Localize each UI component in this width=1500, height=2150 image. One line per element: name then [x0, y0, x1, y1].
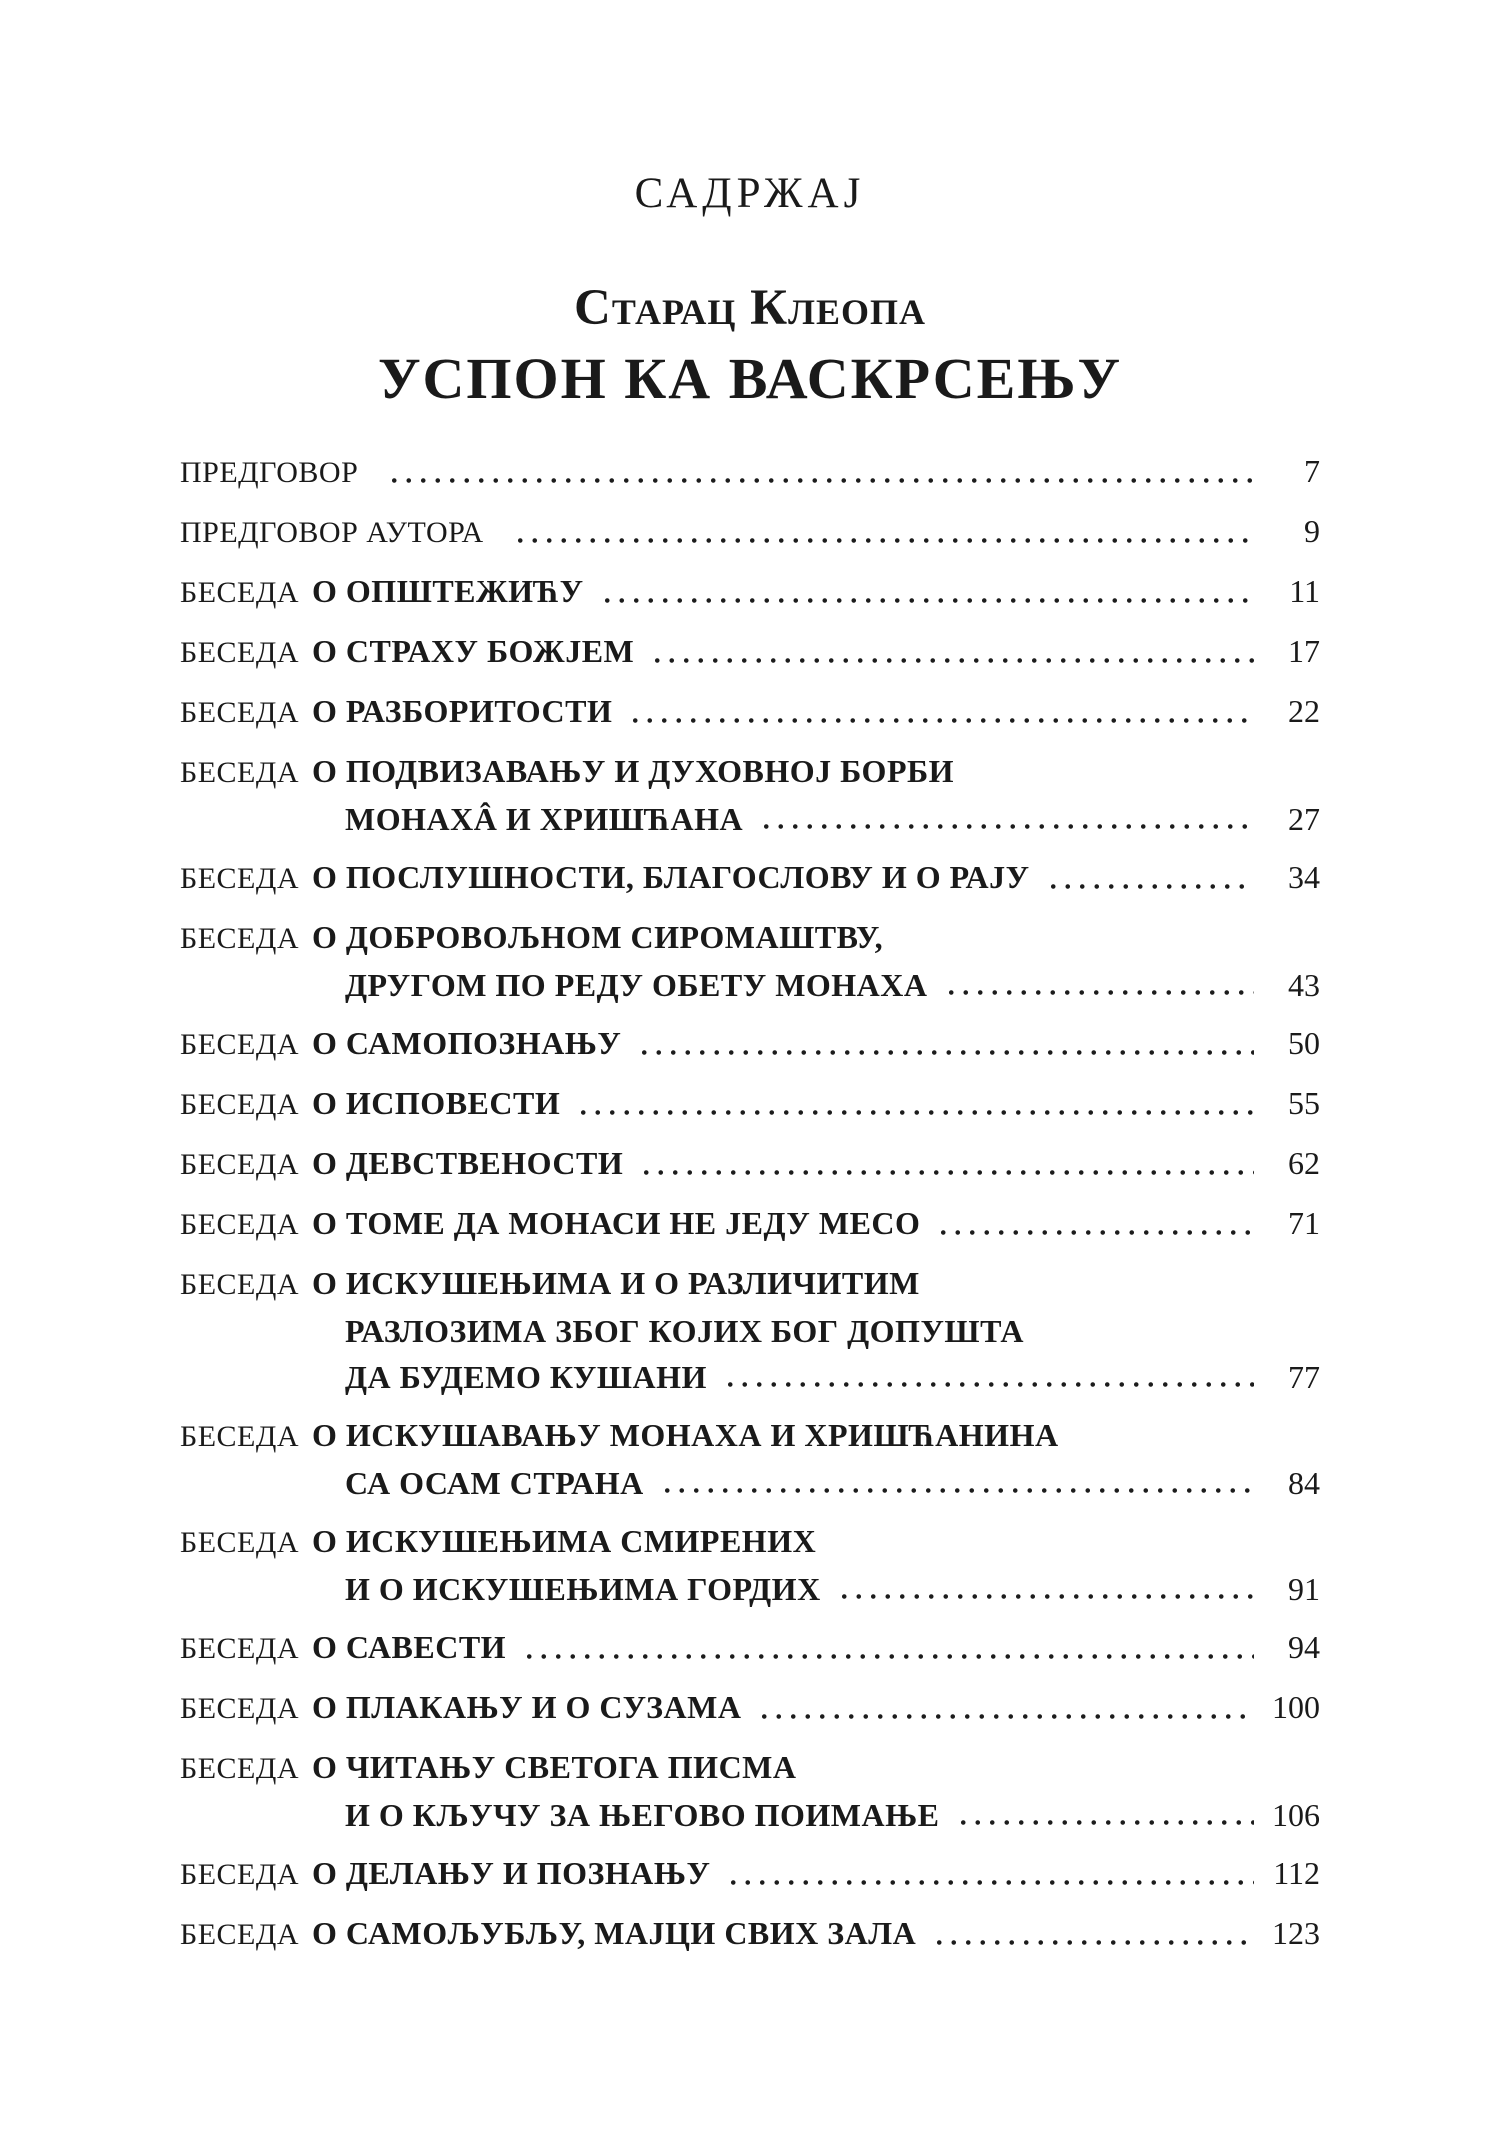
- toc-entry: [180, 748, 1320, 842]
- toc-row: [180, 688, 1320, 736]
- entry-label: БЕСЕДА: [180, 1028, 300, 1061]
- page-number: 106: [1272, 1797, 1320, 1833]
- page-number: 100: [1272, 1689, 1320, 1725]
- entry-label: БЕСЕДА: [180, 922, 300, 955]
- page-number: 9: [1304, 513, 1320, 549]
- page-number: 112: [1273, 1855, 1320, 1891]
- page-number: 84: [1288, 1465, 1320, 1501]
- page-number: 94: [1288, 1629, 1320, 1665]
- entry-title: О ИСПОВЕСТИ: [312, 1085, 561, 1121]
- toc-row: [180, 1308, 1320, 1354]
- entry-title: О ИСКУШАВАЊУ МОНАХА И ХРИШЋАНИНА: [312, 1417, 1059, 1453]
- entry-title: МОНАХÂ И ХРИШЋАНА: [345, 801, 744, 837]
- entry-label: БЕСЕДА: [180, 1632, 300, 1665]
- page-number: 55: [1288, 1085, 1320, 1121]
- entry-label: БЕСЕДА: [180, 1752, 300, 1785]
- entry-title: О ЧИТАЊУ СВЕТОГА ПИСМА: [312, 1749, 797, 1785]
- toc-entry: [180, 628, 1320, 676]
- dot-leader: [721, 1380, 1254, 1389]
- entry-label: БЕСЕДА: [180, 1420, 300, 1453]
- page-number: 50: [1288, 1025, 1320, 1061]
- entry-label: ПРЕДГОВОР: [180, 456, 359, 489]
- dot-leader: [954, 1818, 1254, 1827]
- toc-row: [180, 628, 1320, 676]
- toc-entry: [180, 1080, 1320, 1128]
- entry-title: О ИСКУШЕЊИМА СМИРЕНИХ: [312, 1523, 817, 1559]
- toc-row: [180, 1518, 1320, 1566]
- toc-list: [180, 448, 1320, 1958]
- heading-block: [0, 0, 1500, 411]
- entry-title: О ТОМЕ ДА МОНАСИ НЕ ЈЕДУ МЕСО: [312, 1205, 921, 1241]
- toc-row: [180, 1566, 1320, 1612]
- entry-title: О ДЕЛАЊУ И ПОЗНАЊУ: [312, 1855, 711, 1891]
- entry-label: ПРЕДГОВОР АУТОРА: [180, 516, 484, 549]
- entry-title: О САМОЉУБЉУ, МАЈЦИ СВИХ ЗАЛА: [312, 1915, 917, 1951]
- page-number: 22: [1288, 693, 1320, 729]
- entry-title: О ПЛАКАЊУ И О СУЗАМА: [312, 1689, 742, 1725]
- toc-entry: [180, 914, 1320, 1008]
- dot-leader: [385, 476, 1254, 485]
- dot-leader: [724, 1878, 1254, 1887]
- toc-row: [180, 1460, 1320, 1506]
- page-number: 43: [1288, 967, 1320, 1003]
- dot-leader: [626, 716, 1254, 725]
- page-number: 17: [1288, 633, 1320, 669]
- dot-leader: [835, 1592, 1254, 1601]
- entry-label: БЕСЕДА: [180, 1148, 300, 1181]
- toc-entry: [180, 508, 1320, 556]
- toc-entry: [180, 854, 1320, 902]
- toc-entry: [180, 1624, 1320, 1672]
- entry-title: О ПОДВИЗАВАЊУ И ДУХОВНОЈ БОРБИ: [312, 753, 955, 789]
- page-number: 34: [1288, 859, 1320, 895]
- entry-label: БЕСЕДА: [180, 696, 300, 729]
- toc-row: [180, 1354, 1320, 1400]
- entry-label: БЕСЕДА: [180, 1208, 300, 1241]
- entry-label: БЕСЕДА: [180, 1918, 300, 1951]
- toc-row: [180, 1412, 1320, 1460]
- page-number: 71: [1288, 1205, 1320, 1241]
- entry-label: БЕСЕДА: [180, 1692, 300, 1725]
- dot-leader: [757, 822, 1254, 831]
- dot-leader: [520, 1652, 1254, 1661]
- entry-title: О ДЕВСТВЕНОСТИ: [312, 1145, 624, 1181]
- toc-row: [180, 1080, 1320, 1128]
- entry-label: БЕСЕДА: [180, 1088, 300, 1121]
- page-number: 11: [1289, 573, 1320, 609]
- dot-leader: [1044, 882, 1254, 891]
- entry-title: И О ИСКУШЕЊИМА ГОРДИХ: [345, 1571, 821, 1607]
- entry-title: О ПОСЛУШНОСТИ, БЛАГОСЛОВУ И О РАЈУ: [312, 859, 1030, 895]
- toc-row: [180, 1910, 1320, 1958]
- dot-leader: [934, 1228, 1254, 1237]
- book-author: Старац Клеопа: [574, 280, 926, 336]
- toc-entry: [180, 1200, 1320, 1248]
- dot-leader: [635, 1048, 1254, 1057]
- toc-entry: [180, 448, 1320, 496]
- entry-title: О САМОПОЗНАЊУ: [312, 1025, 622, 1061]
- entry-title: ДРУГОМ ПО РЕДУ ОБЕТУ МОНАХА: [345, 967, 928, 1003]
- entry-title: О ДОБРОВОЉНОМ СИРОМАШТВУ,: [312, 919, 884, 955]
- toc-row: [180, 1020, 1320, 1068]
- dot-leader: [648, 656, 1254, 665]
- toc-entry: [180, 1910, 1320, 1958]
- toc-row: [180, 1684, 1320, 1732]
- toc-row: [180, 796, 1320, 842]
- toc-row: [180, 914, 1320, 962]
- entry-label: БЕСЕДА: [180, 636, 300, 669]
- entry-title: О ОПШТЕЖИЋУ: [312, 573, 584, 609]
- entry-title: О ИСКУШЕЊИМА И О РАЗЛИЧИТИМ: [312, 1265, 920, 1301]
- toc-entry: [180, 688, 1320, 736]
- dot-leader: [942, 988, 1255, 997]
- page-number: 77: [1288, 1359, 1320, 1395]
- entry-title: СА ОСАМ СТРАНА: [345, 1465, 644, 1501]
- entry-title: О САВЕСТИ: [312, 1629, 507, 1665]
- toc-row: [180, 1850, 1320, 1898]
- toc-row: [180, 1140, 1320, 1188]
- dot-leader: [574, 1108, 1254, 1117]
- toc-row: [180, 568, 1320, 616]
- toc-row: [180, 448, 1320, 496]
- toc-entry: [180, 1260, 1320, 1400]
- toc-entry: [180, 1518, 1320, 1612]
- toc-row: [180, 748, 1320, 796]
- entry-title: О СТРАХУ БОЖЈЕМ: [312, 633, 635, 669]
- entry-title: О РАЗБОРИТОСТИ: [312, 693, 613, 729]
- page-title: САДРЖАЈ: [634, 170, 866, 217]
- toc-row: [180, 962, 1320, 1008]
- toc-row: [180, 1200, 1320, 1248]
- entry-title: ДА БУДЕМО КУШАНИ: [345, 1359, 707, 1395]
- entry-title: РАЗЛОЗИМА ЗБОГ КОЈИХ БОГ ДОПУШТА: [345, 1313, 1024, 1349]
- page-number: 27: [1288, 801, 1320, 837]
- entry-label: БЕСЕДА: [180, 1858, 300, 1891]
- entry-label: БЕСЕДА: [180, 1268, 300, 1301]
- page-number: 62: [1288, 1145, 1320, 1181]
- toc-entry: [180, 1744, 1320, 1838]
- toc-entry: [180, 1684, 1320, 1732]
- toc-entry: [180, 1020, 1320, 1068]
- toc-row: [180, 1260, 1320, 1308]
- toc-row: [180, 1624, 1320, 1672]
- toc-entry: [180, 1140, 1320, 1188]
- dot-leader: [658, 1486, 1254, 1495]
- dot-leader: [511, 536, 1254, 545]
- entry-label: БЕСЕДА: [180, 576, 300, 609]
- toc-row: [180, 508, 1320, 556]
- book-title: УСПОН КА ВАСКРСЕЊУ: [377, 346, 1123, 411]
- page-number: 123: [1272, 1915, 1320, 1951]
- entry-label: БЕСЕДА: [180, 1526, 300, 1559]
- entry-label: БЕСЕДА: [180, 756, 300, 789]
- entry-title: И О КЉУЧУ ЗА ЊЕГОВО ПОИМАЊЕ: [345, 1797, 940, 1833]
- toc-entry: [180, 1850, 1320, 1898]
- toc-row: [180, 1792, 1320, 1838]
- toc-entry: [180, 568, 1320, 616]
- dot-leader: [598, 596, 1254, 605]
- dot-leader: [930, 1938, 1254, 1947]
- toc-row: [180, 1744, 1320, 1792]
- toc-row: [180, 854, 1320, 902]
- entry-label: БЕСЕДА: [180, 862, 300, 895]
- page-number: 91: [1288, 1571, 1320, 1607]
- dot-leader: [755, 1712, 1254, 1721]
- toc-entry: [180, 1412, 1320, 1506]
- dot-leader: [637, 1168, 1254, 1177]
- page-number: 7: [1304, 453, 1320, 489]
